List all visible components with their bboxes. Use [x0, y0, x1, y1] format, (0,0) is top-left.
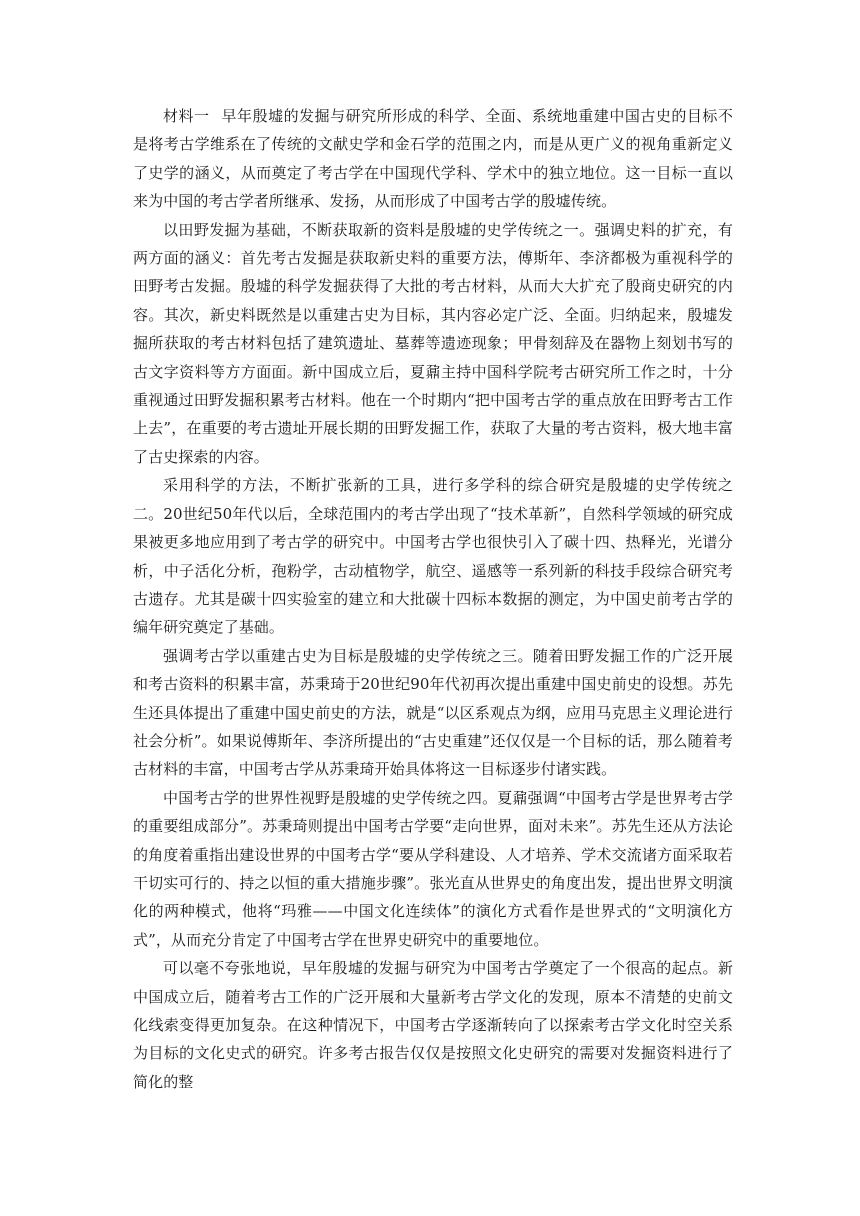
paragraph-3: 采用科学的方法，不断扩张新的工具，进行多学科的综合研究是殷墟的史学传统之二。20世纪50年代以后，全球范围内的考古学出现了“技术革新”，自然科学领域的研究成果被更多地应用到了考古学的研究中。中国考古学也很快引入了碳十四、热释光，光谱分析，中子活化分析，孢粉学，古动植物学，航空、遥感等一系列新的科技手段综合研究考古遗存。尤其是碳十四实验室的建立和大批碳十四标本数据的测定，为中国史前考古学的编年研究奠定了基础。	[133, 476, 733, 637]
document-body	[133, 102, 733, 1096]
paragraph-2: 以田野发掘为基础，不断获取新的资料是殷墟的史学传统之一。强调史料的扩充，有两方面的涵义：首先考古发掘是获取新史料的重要方法，傅斯年、李济都极为重视科学的田野考古发掘。殷墟的科学发掘获得了大批的考古材料，从而大大扩充了殷商史研究的内容。其次，新史料既然是以重建古史为目标，其内容必定广泛、全面。归纳起来，殷墟发掘所获取的考古材料包括了建筑遗址、墓葬等遗迹现象；甲骨刻辞及在器物上刻划书写的古文字资料等方方面面。新中国成立后，夏鼐主持中国科学院考古研究所工作之时，十分重视通过田野发掘积累考古材料。他在一个时期内“把中国考古学的重点放在田野考古工作上去”，在重要的考古遗址开展长期的田野发掘工作，获取了大量的考古资料，极大地丰富了古史探索的内容。	[133, 220, 733, 466]
paragraph-1	[133, 102, 733, 216]
paragraph-4: 强调考古学以重建古史为目标是殷墟的史学传统之三。随着田野发掘工作的广泛开展和考古资料的积累丰富，苏秉琦于20世纪90年代初再次提出重建中国史前史的设想。苏先生还具体提出了重建中国史前史的方法，就是“以区系观点为纲，应用马克思主义理论进行社会分析”。如果说傅斯年、李济所提出的“古史重建”还仅仅是一个目标的话，那么随着考古材料的丰富，中国考古学从苏秉琦开始具体将这一目标逐步付诸实践。	[133, 646, 733, 779]
paragraph-6: 可以毫不夸张地说，早年殷墟的发掘与研究为中国考古学奠定了一个很高的起点。新中国成立后，随着考古工作的广泛开展和大量新考古学文化的发现，原本不清楚的史前文化线索变得更加复杂。在这种情况下，中国考古学逐渐转向了以探索考古学文化时空关系为目标的文化史式的研究。许多考古报告仅仅是按照文化史研究的需要对发掘资料进行了简化的整	[133, 959, 733, 1091]
paragraph-1-text: 早年殷墟的发掘与研究所形成的科学、全面、系统地重建中国古史的目标不是将考古学维系在了传统的文献史学和金石学的范围之内，而是从更广义的视角重新定义了史学的涵义，从而奠定了考古学在中国现代学科、学术中的独立地位。这一目标一直以来为中国的考古学者所继承、发扬，从而形成了中国考古学的殷墟传统。	[133, 107, 733, 211]
material-label: 材料一	[163, 107, 210, 125]
paragraph-5: 中国考古学的世界性视野是殷墟的史学传统之四。夏鼐强调“中国考古学是世界考古学的重要组成部分”。苏秉琦则提出中国考古学要“走向世界，面对未来”。苏先生还从方法论的角度着重指出建设世界的中国考古学“要从学科建设、人才培养、学术交流诸方面采取若干切实可行的、持之以恒的重大措施步骤”。张光直从世界史的角度出发，提出世界文明演化的两种模式，他将“玛雅——中国文化连续体”的演化方式看作是世界式的“文明演化方式”，从而充分肯定了中国考古学在世界史研究中的重要地位。	[133, 788, 733, 949]
